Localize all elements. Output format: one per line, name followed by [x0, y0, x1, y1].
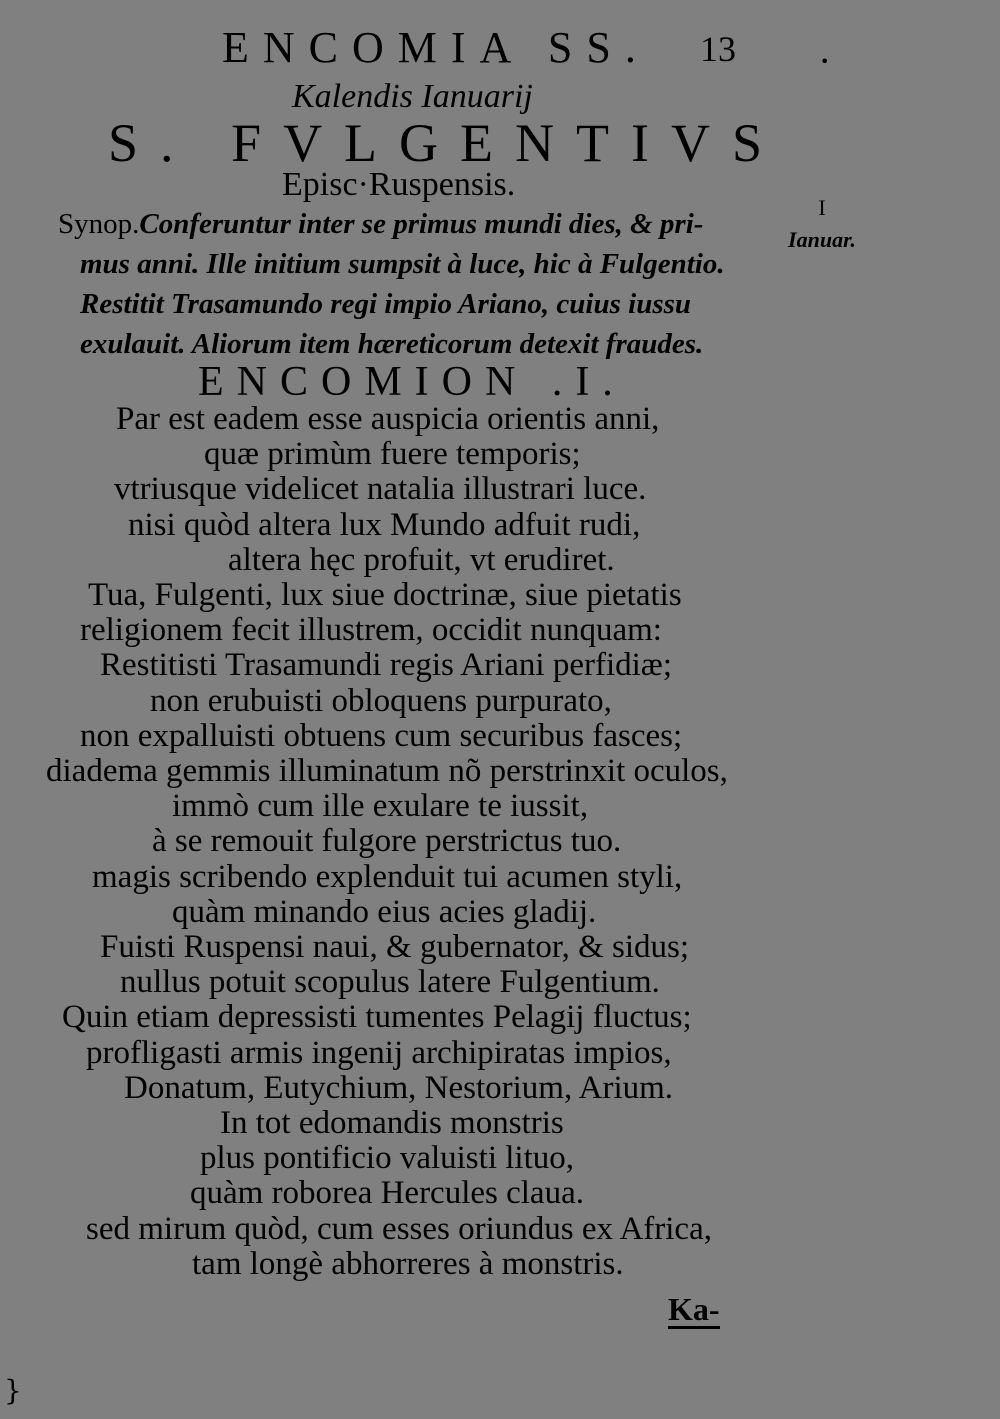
poem-line: profligasti armis ingenij archipiratas impios,: [86, 1034, 672, 1071]
poem-line: quæ primùm fuere temporis;: [204, 436, 581, 473]
saint-title: Episc·Ruspensis.: [282, 166, 516, 203]
poem-line: immò cum ille exulare te iussit,: [172, 788, 589, 825]
saint-name: S. FVLGENTIVS: [108, 113, 785, 173]
poem-line: non erubuisti obloquens purpurato,: [150, 682, 612, 719]
bottom-mark: }: [4, 1374, 22, 1407]
poem-line: quàm roborea Hercules claua.: [190, 1175, 584, 1212]
poem-line: Restitisti Trasamundi regis Ariani perfidiæ;: [100, 647, 672, 684]
synopsis: [58, 204, 768, 364]
page-header: [0, 22, 1000, 74]
poem-line: tam longè abhorreres à monstris.: [192, 1245, 624, 1282]
poem-line: magis scribendo explenduit tui acumen styli,: [92, 858, 683, 895]
poem-line: diadema gemmis illuminatum nõ perstrinxit oculos,: [46, 753, 728, 790]
poem-line: Par est eadem esse auspicia orientis anni,: [116, 401, 660, 437]
synopsis-lead: Synop.: [58, 208, 140, 240]
synopsis-line: [58, 204, 768, 244]
margin-note-number: I: [818, 195, 826, 220]
synopsis-line: mus anni. Ille initium sumpsit à luce, hic à Fulgentio.: [80, 248, 725, 280]
poem-line: Donatum, Eutychium, Nestorium, Arium.: [124, 1069, 674, 1106]
poem-line: Quin etiam depressisti tumentes Pelagij fluctus;: [62, 999, 692, 1036]
poem-line: vtriusque videlicet natalia illustrari luce.: [114, 471, 647, 508]
synopsis-text: Conferuntur inter se primus mundi dies, & pri-: [139, 208, 704, 240]
margin-note: [772, 192, 872, 256]
poem-line: non expalluisti obtuens cum securibus fasces;: [80, 717, 683, 754]
poem-line: Tua, Fulgenti, lux siue doctrinæ, siue pietatis: [88, 577, 682, 614]
poem-line: religionem fecit illustrem, occidit nunquam:: [80, 612, 662, 649]
page-number: 13: [700, 29, 736, 69]
poem-line: nisi quòd altera lux Mundo adfuit rudi,: [128, 506, 641, 543]
running-head: ENCOMIA SS.: [222, 23, 650, 72]
poem-line: Fuisti Ruspensi naui, & gubernator, & sidus;: [100, 929, 690, 966]
synopsis-line: exulauit. Aliorum item hæreticorum detexit fraudes.: [80, 328, 704, 360]
margin-note-month: Ianuar.: [788, 227, 856, 252]
encomium-poem: [0, 402, 800, 1282]
poem-line: plus pontificio valuisti lituo,: [200, 1140, 574, 1177]
poem-line: quàm minando eius acies gladij.: [172, 893, 597, 930]
section-title: ENCOMION .I.: [198, 359, 626, 405]
catchword: Ka-: [668, 1291, 720, 1327]
corner-mark: •: [820, 52, 830, 71]
poem-line: sed mirum quòd, cum esses oriundus ex Africa,: [86, 1210, 712, 1247]
poem-line: à se remouit fulgore perstrictus tuo.: [152, 823, 622, 860]
poem-line: altera hęc profuit, vt erudiret.: [228, 541, 615, 578]
poem-line: nullus potuit scopulus latere Fulgentium.: [120, 964, 660, 1001]
poem-line: In tot edomandis monstris: [220, 1105, 564, 1142]
synopsis-line: Restitit Trasamundo regi impio Ariano, cuius iussu: [80, 288, 692, 320]
feast-date: Kalendis Ianuarij: [292, 78, 533, 115]
